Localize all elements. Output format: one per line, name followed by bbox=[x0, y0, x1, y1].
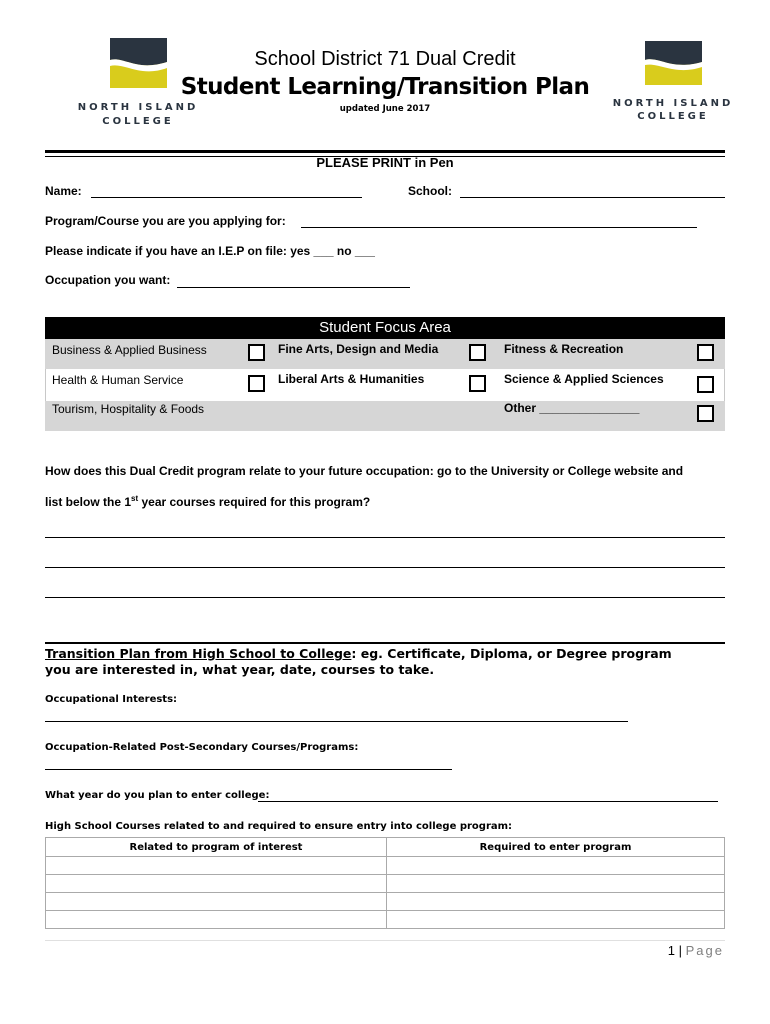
relation-question-line2: list below the 1st year courses required for this program? bbox=[45, 494, 371, 509]
table-header-row bbox=[46, 838, 725, 857]
focus-option-business: Business & Applied Business bbox=[52, 343, 207, 357]
focus-option-health: Health & Human Service bbox=[52, 373, 184, 387]
focus-option-liberal-arts: Liberal Arts & Humanities bbox=[278, 372, 425, 386]
table-row bbox=[46, 857, 725, 875]
table-cell[interactable] bbox=[46, 875, 387, 893]
checkbox-liberal-arts[interactable] bbox=[469, 375, 486, 392]
focus-option-science: Science & Applied Sciences bbox=[504, 372, 664, 386]
table-cell[interactable] bbox=[387, 857, 725, 875]
occupational-interests-field[interactable] bbox=[45, 721, 628, 722]
occupation-field[interactable] bbox=[177, 287, 410, 288]
logo-line2: COLLEGE bbox=[637, 111, 709, 122]
program-field[interactable] bbox=[301, 227, 697, 228]
checkbox-health[interactable] bbox=[248, 375, 265, 392]
hs-courses-table bbox=[45, 837, 725, 929]
checkbox-business[interactable] bbox=[248, 344, 265, 361]
table-cell[interactable] bbox=[46, 857, 387, 875]
occupational-interests-label: Occupational Interests: bbox=[45, 694, 178, 705]
document-subtitle: Student Learning/Transition Plan bbox=[180, 74, 590, 100]
name-field[interactable] bbox=[91, 197, 362, 198]
focus-option-tourism: Tourism, Hospitality & Foods bbox=[52, 402, 205, 416]
iep-question[interactable]: Please indicate if you have an I.E.P on file: yes ___ no ___ bbox=[45, 244, 375, 258]
document-title: School District 71 Dual Credit bbox=[254, 48, 516, 70]
checkbox-fine-arts[interactable] bbox=[469, 344, 486, 361]
focus-option-other: Other _______________ bbox=[504, 401, 640, 415]
footer-rule bbox=[45, 940, 725, 941]
hs-courses-label: High School Courses related to and required to ensure entry into college program: bbox=[45, 821, 513, 832]
focus-area-heading: Student Focus Area bbox=[45, 317, 725, 339]
focus-option-fitness: Fitness & Recreation bbox=[504, 342, 624, 356]
checkbox-fitness[interactable] bbox=[697, 344, 714, 361]
school-field[interactable] bbox=[460, 197, 725, 198]
section-rule bbox=[45, 642, 725, 644]
page-number: 1 | Page bbox=[667, 943, 724, 958]
program-label: Program/Course you are you applying for: bbox=[45, 214, 286, 228]
focus-option-fine-arts: Fine Arts, Design and Media bbox=[278, 342, 439, 356]
enter-year-field[interactable] bbox=[258, 801, 718, 802]
table-cell[interactable] bbox=[387, 875, 725, 893]
related-courses-label: Occupation-Related Post-Secondary Courses/Programs: bbox=[45, 742, 359, 753]
table-row bbox=[46, 911, 725, 929]
table-cell[interactable] bbox=[46, 893, 387, 911]
table-row bbox=[46, 893, 725, 911]
table-header-related: Related to program of interest bbox=[46, 838, 387, 857]
table-cell[interactable] bbox=[387, 893, 725, 911]
table-cell[interactable] bbox=[46, 911, 387, 929]
logo-line2: COLLEGE bbox=[102, 116, 174, 127]
table-cell[interactable] bbox=[387, 911, 725, 929]
header-rule bbox=[45, 150, 725, 153]
answer-line[interactable] bbox=[45, 597, 725, 598]
transition-plan-heading: Transition Plan from High School to College: eg. Certificate, Diploma, or Degree program you are interested in, what year, date, courses to take. bbox=[45, 646, 672, 677]
checkbox-science[interactable] bbox=[697, 376, 714, 393]
table-header-required: Required to enter program bbox=[387, 838, 725, 857]
answer-line[interactable] bbox=[45, 567, 725, 568]
enter-year-label: What year do you plan to enter college: bbox=[45, 790, 270, 801]
print-instruction: PLEASE PRINT in Pen bbox=[316, 155, 454, 170]
school-label: School: bbox=[408, 184, 452, 198]
relation-question-line1: How does this Dual Credit program relate to your future occupation: go to the University or College website and bbox=[45, 464, 684, 478]
answer-line[interactable] bbox=[45, 537, 725, 538]
logo-line1: NORTH ISLAND bbox=[77, 102, 199, 113]
logo-line1: NORTH ISLAND bbox=[612, 98, 734, 109]
table-row bbox=[46, 875, 725, 893]
checkbox-other[interactable] bbox=[697, 405, 714, 422]
name-label: Name: bbox=[45, 184, 82, 198]
updated-date: updated June 2017 bbox=[339, 104, 431, 114]
occupation-label: Occupation you want: bbox=[45, 273, 171, 287]
related-courses-field[interactable] bbox=[45, 769, 452, 770]
